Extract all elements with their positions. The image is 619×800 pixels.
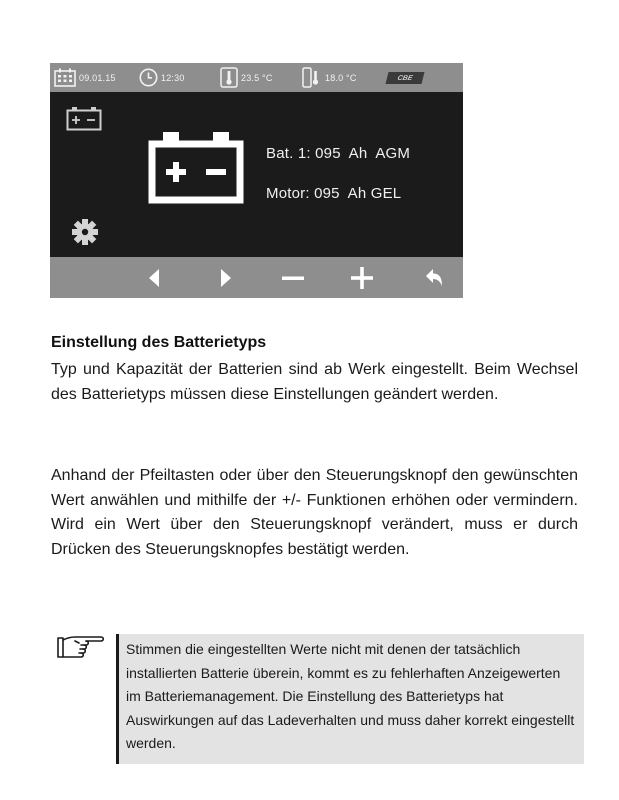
battery-1-setting[interactable]: Bat. 1: 095 Ah AGM [266,145,411,162]
return-arrow-icon [424,268,444,288]
date-display [54,63,116,92]
brand-logo: CBE [386,72,425,84]
paragraph-instructions: Anhand der Pfeiltasten oder über den Steuerungsknopf den gewünschten Wert anwählen und mithilfe der +/- Funktionen erhöhen oder vermindern. Wird ein Wert über den Steuerungsknopf verändert, muss er durch Drücken des Steuerungsknopfes bestätigt werden. [51,467,578,558]
time-display [139,63,185,92]
arrow-right-icon [219,268,233,288]
previous-button[interactable] [134,257,174,298]
date-text: 09.01.15 [79,72,116,83]
inside-temperature [220,63,273,92]
inside-temperature-text: 23.5 °C [241,72,273,83]
outside-temperature-text: 18.0 °C [325,72,357,83]
minus-button[interactable] [273,257,313,298]
plus-icon [350,266,374,290]
minus-icon [281,268,305,288]
section-heading: Einstellung des Batterietyps [51,334,267,351]
calendar-icon [54,68,76,87]
paragraph-intro: Typ und Kapazität der Batterien sind ab Werk eingestellt. Beim Wechsel des Batterietyps müssen diese Einstellungen geändert werden. [51,361,578,403]
battery-icon [148,132,244,204]
navigation-bar [50,257,463,298]
outside-temperature [302,63,357,92]
battery-menu-icon[interactable] [66,105,102,131]
pointing-hand-icon [57,634,107,660]
next-button[interactable] [206,257,246,298]
device-screen [50,63,463,298]
back-button[interactable] [414,257,454,298]
settings-gear-icon[interactable] [70,217,100,247]
status-bar [50,63,463,92]
arrow-left-icon [147,268,161,288]
motor-battery-setting[interactable]: Motor: 095 Ah GEL [266,185,402,202]
thermometer-outside-icon [302,67,322,88]
time-text: 12:30 [161,72,185,83]
clock-icon [139,68,158,87]
thermometer-inside-icon [220,67,238,88]
battery-settings-panel [50,92,463,257]
plus-button[interactable] [342,257,382,298]
note-text: Stimmen die eingestellten Werte nicht mit denen der tatsächlich installierten Batterie überein, kommt es zu fehlerhaften Anzeigewerten im Batteriemanagement. Die Einstellung des Batterietyps hat Auswirkungen auf das Ladeverhalten und muss daher korrekt eingestellt werden. [126,641,575,752]
note-box [119,634,584,764]
